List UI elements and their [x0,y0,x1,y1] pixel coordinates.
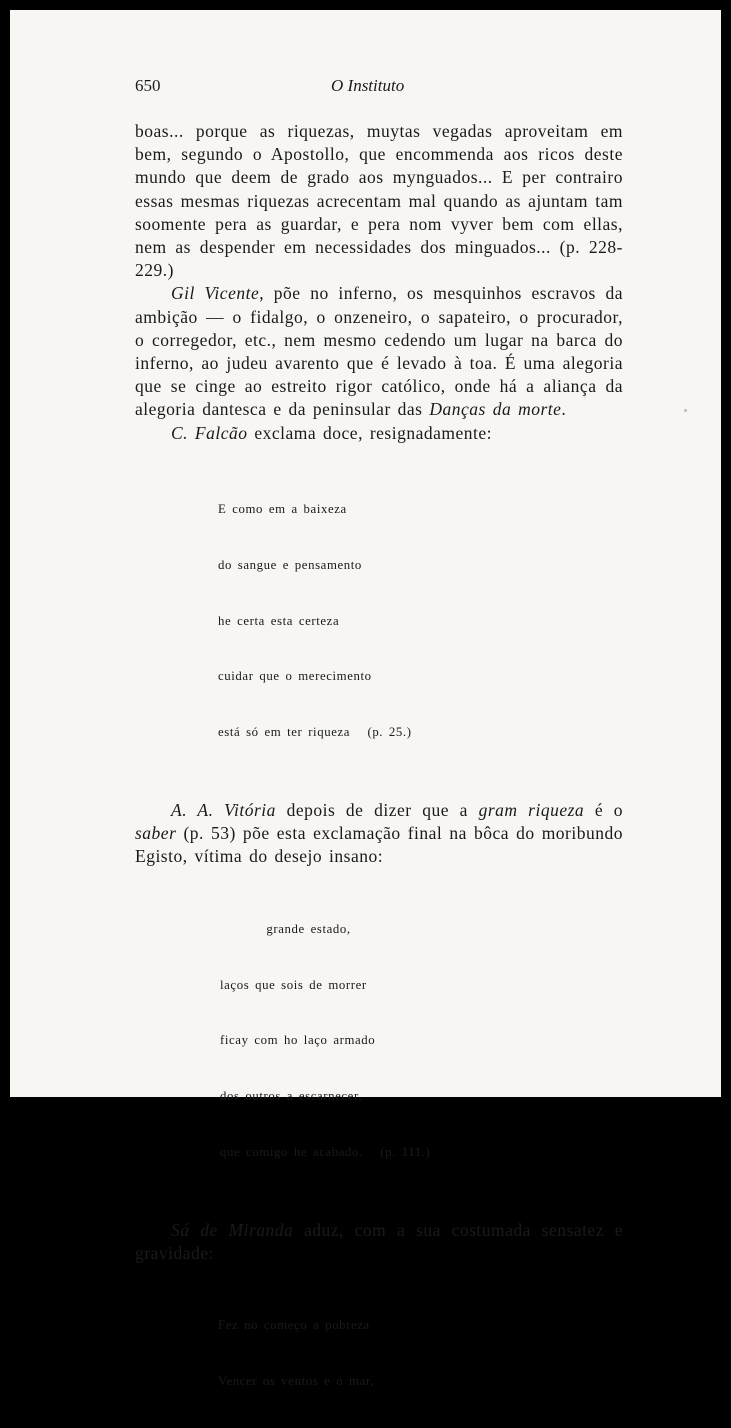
paragraph-falcao [135,422,623,445]
verse-line: Fez no começo a pobreza [218,1318,370,1333]
author-name: Gil Vicente [171,283,260,304]
running-title: O Instituto [331,76,405,95]
paragraph-text: boas... porque as riquezas, muytas vegadas aproveitam em bem, segundo o Apostollo, que encommenda aos ricos deste mundo que deem de grado aos mynguados... E per contrairo essas mesmas riquezas acrecentam mal quando as ajuntam tam soomente pera as guardar, e pera nom vyver bem com ellas, nem as despender em necessidades dos minguados... (p. 228-229.) [135,121,623,281]
emphasis: saber [135,823,177,844]
paragraph-text: , põe no inferno, os mesquinhos escravos da ambição — o fidalgo, o onzeneiro, o sapateiro, o procurador, o corregedor, etc., nem mesmo cedendo um lugar na barca do inferno, ao judeu avarento que é levado à toa. É uma alegoria que se cinge ao estreito rigor católico, onde há a aliança da alegoria dantesca e da peninsular das [135,283,623,420]
paper-speck [684,409,687,412]
verse-line: cuidar que o merecimento [218,669,372,684]
verse-block-vitoria [220,883,623,1199]
paragraph-text: é o [584,799,623,820]
book-page [10,10,721,1389]
work-title: Danças da morte [429,399,562,420]
verse-line: está só em ter riqueza (p. 25.) [218,725,412,740]
paragraph-text: . [561,399,567,420]
paragraph-text: aduz, com a sua costumada sensatez e gravidade: [135,1219,623,1263]
verse-line: E como em a baixeza [218,502,347,517]
emphasis: gram riqueza [478,799,585,820]
verse-block-falcao [218,463,623,779]
verse-line: grande estado, [220,921,351,936]
paragraph-gil-vicente [135,282,623,421]
verse-line: laços que sois de morrer [220,977,367,992]
verse-line: que comigo he acabado. (p. 111.) [220,1144,431,1159]
page-number: 650 [135,76,161,95]
paragraph-text: (p. 53) põe esta exclamação final na bôca do moribundo Egisto, vítima do desejo insano: [135,823,623,867]
verse-line: he certa esta certeza [218,613,340,628]
verse-line: dos outros a escarnecer, [220,1089,363,1104]
verse-line: do sangue e pensamento [218,557,362,572]
verse-line: Vencer os ventos e o mar, [218,1374,374,1389]
author-name: C. Falcão [171,422,248,443]
paragraph-sa-de-miranda [135,1219,623,1265]
paragraph-vitoria [135,799,623,869]
paragraph-text: exclama doce, resignadamente: [247,422,493,443]
author-name: A. A. Vitória [171,799,276,820]
verse-line: ficay com ho laço armado [220,1033,376,1048]
paragraph-text: depois de dizer que a [275,799,479,820]
body-text [135,120,623,1428]
verse-block-miranda [218,1279,623,1428]
author-name: Sá de Miranda [171,1219,294,1240]
paragraph-quote-continuation [135,120,623,282]
page-header [135,76,623,100]
